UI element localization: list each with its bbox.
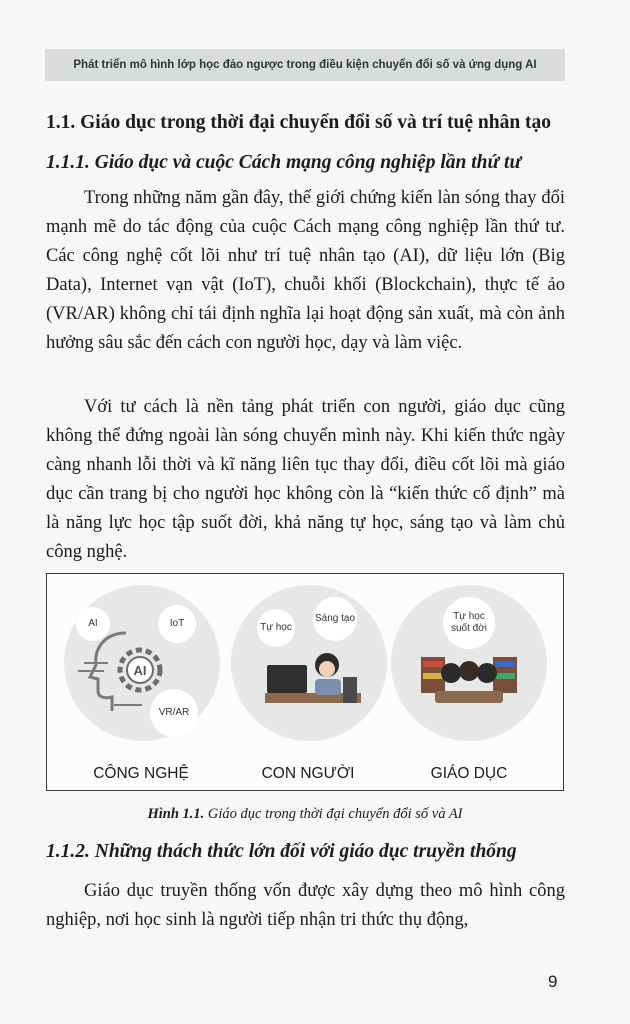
people-circle xyxy=(231,585,387,741)
gear-center-label: AI xyxy=(133,663,147,678)
figure-1-1 xyxy=(46,573,564,791)
subsection-heading-2: 1.1.2. Những thách thức lớn đối với giáo dục truyền thống xyxy=(46,841,517,862)
head-gear-icon xyxy=(64,585,220,741)
figure-caption xyxy=(46,806,564,823)
paragraph: Với tư cách là nền tảng phát triển con người, giáo dục cũng không thể đứng ngoài làn sóng chuyển mình này. Khi kiến thức ngày càng nhanh lỗi thời và kĩ năng liên tục thay đổi, điều cốt lõi mà giáo dục cần trang bị cho người học không còn là “kiến thức cố định” mà là năng lực học tập suốt đời, khả năng tự học, sáng tạo và làm chủ công nghệ. xyxy=(46,397,565,562)
paragraph: Giáo dục truyền thống vốn được xây dựng theo mô hình công nghiệp, nơi học sinh là người tiếp nhận tri thức thụ động, xyxy=(46,881,565,930)
people-label: CON NGƯỜI xyxy=(261,765,355,782)
student-at-computer-icon xyxy=(231,585,387,741)
iot-bubble: IoT xyxy=(158,605,196,643)
creativity-bubble: Sáng tạo xyxy=(313,597,357,641)
caption-text: Giáo dục trong thời đại chuyển đổi số và AI xyxy=(204,806,463,822)
self-study-bubble: Tự học xyxy=(257,609,295,647)
section-heading: 1.1. Giáo dục trong thời đại chuyển đổi số và trí tuệ nhân tạo xyxy=(46,112,552,133)
running-header xyxy=(45,49,565,81)
education-circle xyxy=(391,585,547,741)
students-library-icon xyxy=(391,585,547,741)
education-label: GIÁO DỤC xyxy=(430,765,508,782)
vr-ar-bubble: VR/AR xyxy=(150,689,198,737)
lifelong-learning-bubble: Tự học suốt đời xyxy=(443,597,495,649)
page-number: 9 xyxy=(548,972,558,991)
subsection-heading-1: 1.1.1. Giáo dục và cuộc Cách mạng công nghiệp lần thứ tư xyxy=(46,152,522,173)
technology-label: CÔNG NGHỆ xyxy=(93,765,189,782)
paragraph: Trong những năm gần đây, thế giới chứng kiến làn sóng thay đổi mạnh mẽ do tác động của cuộc Cách mạng công nghiệp lần thứ tư. Các công nghệ cốt lõi như trí tuệ nhân tạo (AI), dữ liệu lớn (Big Data), Internet vạn vật (IoT), chuỗi khối (Blockchain), thực tế ảo (VR/AR) không chỉ tái định nghĩa lại hoạt động sản xuất, mà còn ảnh hưởng sâu sắc đến cách con người học, dạy và làm việc. xyxy=(46,188,565,353)
running-header-title: Phát triển mô hình lớp học đảo ngược trong điều kiện chuyển đổi số và ứng dụng AI xyxy=(73,59,537,71)
ai-bubble: AI xyxy=(76,607,110,641)
technology-circle xyxy=(64,585,220,741)
caption-number: Hình 1.1. xyxy=(147,806,205,822)
